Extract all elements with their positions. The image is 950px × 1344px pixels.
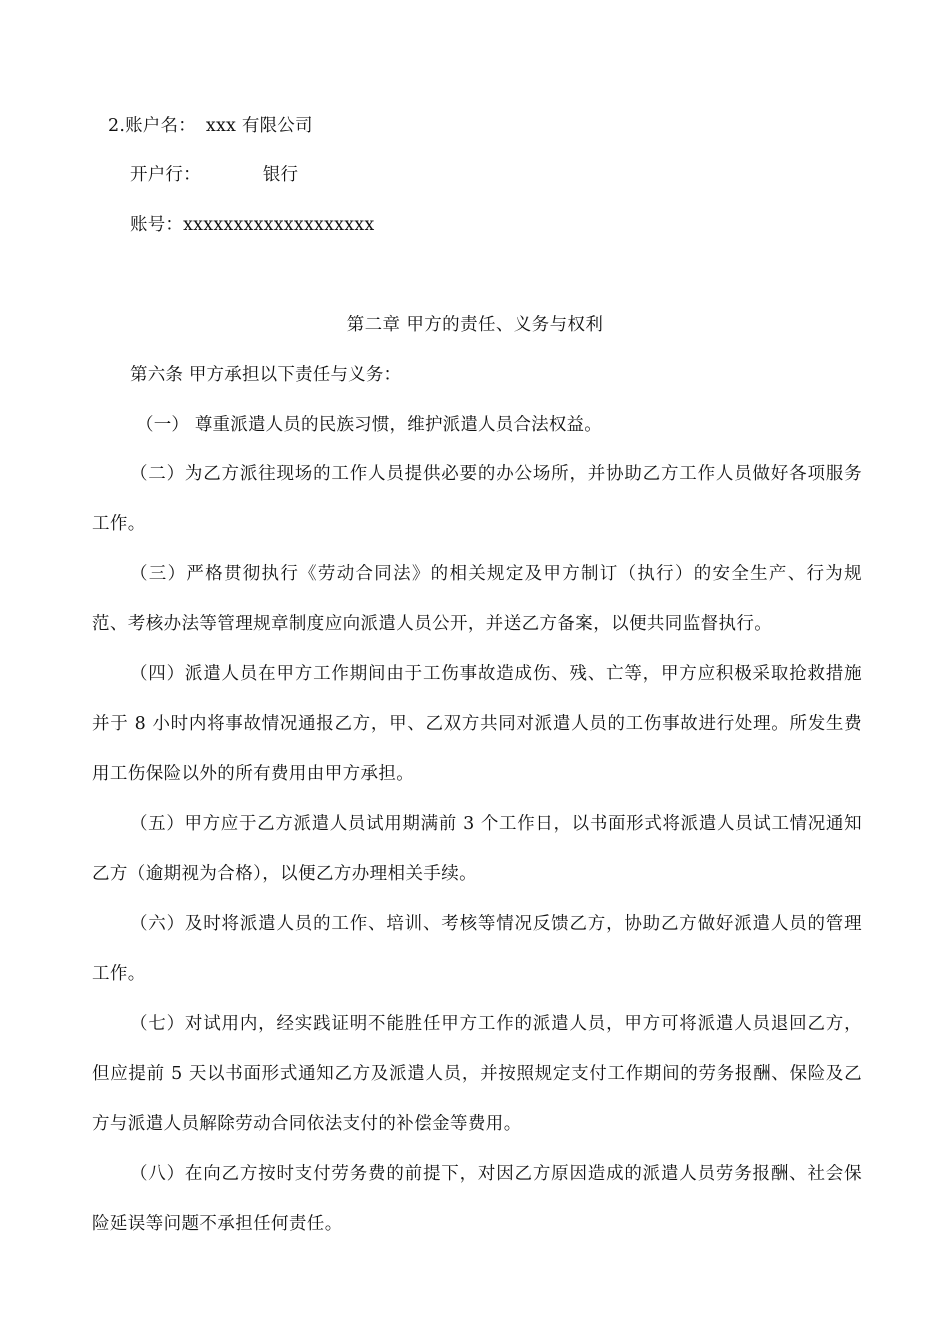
article-6-item-6-text: （六）及时将派遣人员的工作、培训、考核等情况反馈乙方，协助乙方做好派遣人员的管理工作。 xyxy=(92,914,862,984)
article-6-item-7 xyxy=(92,999,862,1149)
article-6-item-4 xyxy=(92,649,862,799)
bank-label: 开户行： xyxy=(130,165,201,185)
article-6-item-6 xyxy=(92,899,862,999)
article-6-title: 第六条 甲方承担以下责任与义务： xyxy=(130,365,402,385)
account-number-value: xxxxxxxxxxxxxxxxxxx xyxy=(183,215,375,235)
account-name-line xyxy=(108,114,313,138)
chapter-title: 第二章 甲方的责任、义务与权利 xyxy=(346,315,604,335)
article-6-item-8 xyxy=(92,1149,862,1249)
account-name-value: xxx 有限公司 xyxy=(205,116,313,136)
article-6-item-2-text: （二）为乙方派往现场的工作人员提供必要的办公场所，并协助乙方工作人员做好各项服务工作。 xyxy=(92,464,862,534)
article-6-item-5-text: （五）甲方应于乙方派遣人员试用期满前 3 个工作日，以书面形式将派遣人员试工情况通知乙方（逾期视为合格），以便乙方办理相关手续。 xyxy=(92,814,862,884)
article-6-item-8-text: （八）在向乙方按时支付劳务费的前提下，对因乙方原因造成的派遣人员劳务报酬、社会保险延误等问题不承担任何责任。 xyxy=(92,1164,862,1234)
article-6-item-1: （一） 尊重派遣人员的民族习惯，维护派遣人员合法权益。 xyxy=(136,415,602,435)
article-6-item-5 xyxy=(92,799,862,899)
bank-line xyxy=(130,163,298,187)
account-number-label: 账号： xyxy=(130,215,184,235)
article-6-item-3-text: （三）严格贯彻执行《劳动合同法》的相关规定及甲方制订（执行）的安全生产、行为规范、考核办法等管理规章制度应向派遣人员公开，并送乙方备案，以便共同监督执行。 xyxy=(92,564,862,634)
account-number-line xyxy=(130,213,374,237)
article-6-item-7-text: （七）对试用内，经实践证明不能胜任甲方工作的派遣人员，甲方可将派遣人员退回乙方，但应提前 5 天以书面形式通知乙方及派遣人员，并按照规定支付工作期间的劳务报酬、保险及乙方与派遣人员解除劳动合同依法支付的补偿金等费用。 xyxy=(92,1014,862,1134)
article-6-item-4-text: （四）派遣人员在甲方工作期间由于工伤事故造成伤、残、亡等，甲方应积极采取抢救措施并于 8 小时内将事故情况通报乙方，甲、乙双方共同对派遣人员的工伤事故进行处理。所发生费用工伤保险以外的所有费用由甲方承担。 xyxy=(92,664,862,784)
account-name-label: 2.账户名： xyxy=(108,116,196,136)
bank-value: 银行 xyxy=(262,165,299,185)
article-6-item-3 xyxy=(92,549,862,649)
article-6-item-2 xyxy=(92,449,862,549)
